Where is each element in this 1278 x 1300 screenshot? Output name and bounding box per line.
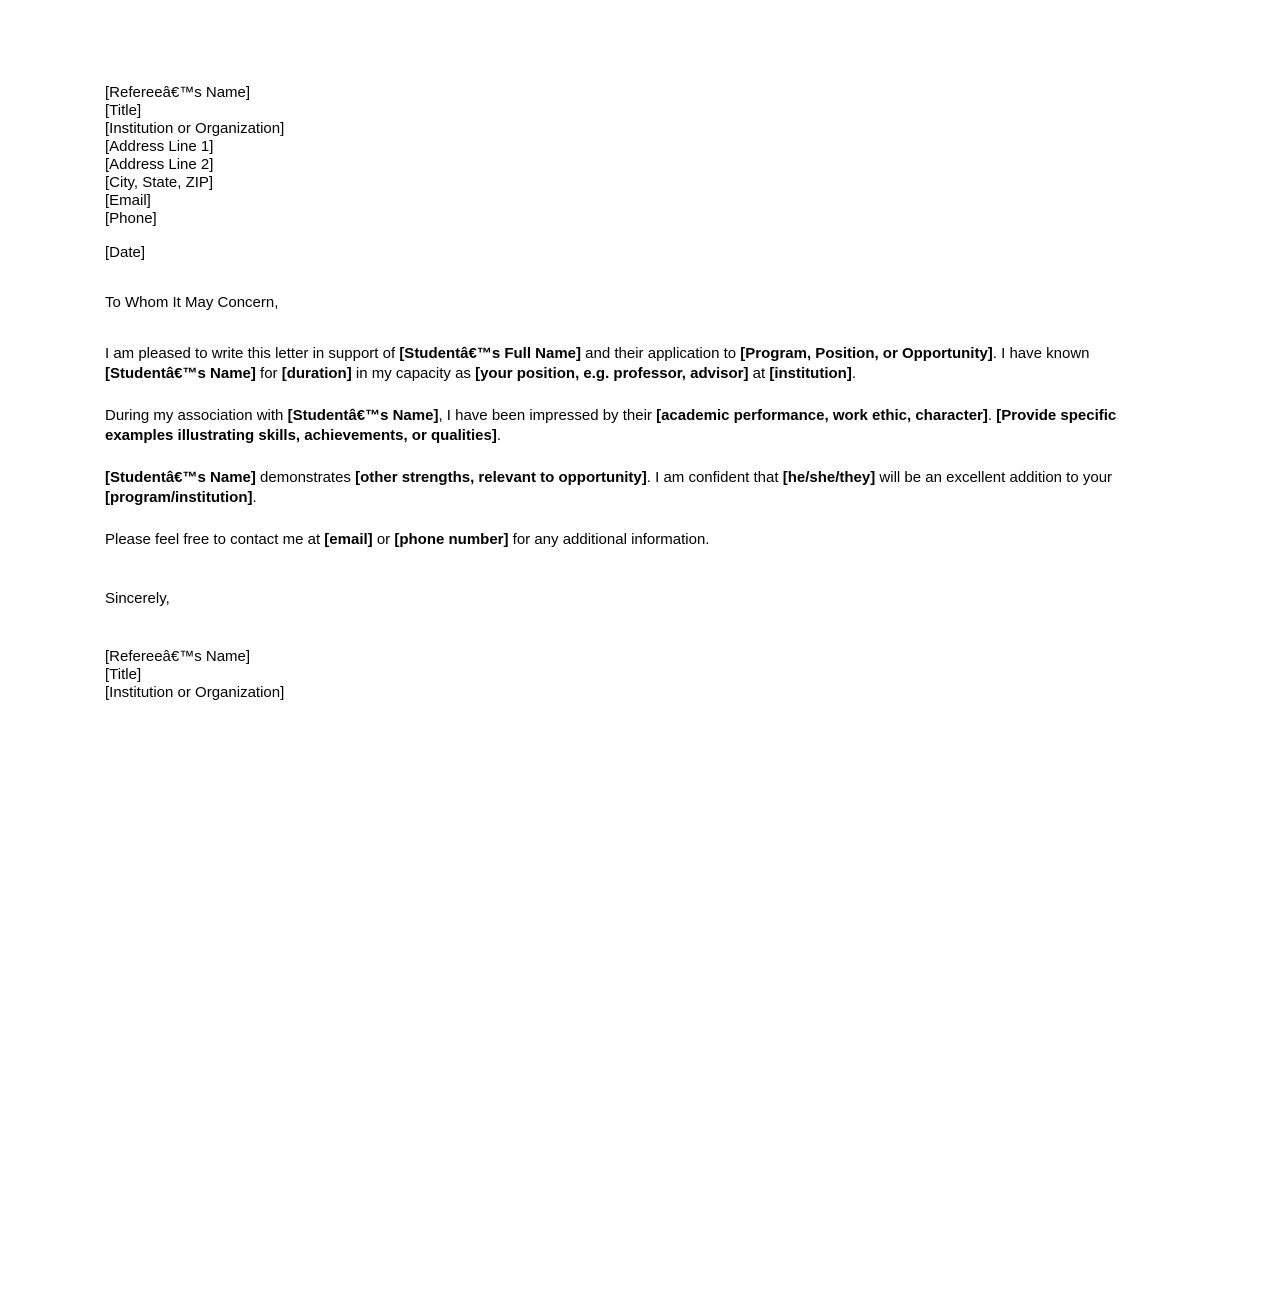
salutation-line: To Whom It May Concern, <box>105 294 279 311</box>
text-run-2: [other strengths, relevant to opportunity] <box>355 469 647 486</box>
sender-line-title: [Title] <box>105 102 142 119</box>
text-run-2: and their application to <box>581 345 741 362</box>
closing-line: Sincerely, <box>105 590 170 607</box>
text-run-4: [he/she/they] <box>782 469 876 486</box>
text-run-3: . I am confident that <box>646 469 783 486</box>
spacer-paragraph-2 <box>105 446 1160 468</box>
signature-line-institution: [Institution or Organization] <box>105 684 285 701</box>
salutation-block <box>105 294 1160 312</box>
text-run-7: . <box>252 489 257 506</box>
sender-line-referee-name: [Refereeâ€™s Name] <box>105 84 251 101</box>
text-run-0: During my association with <box>105 407 288 424</box>
spacer-before-signature <box>105 608 1160 648</box>
text-run-7: [duration] <box>281 365 352 382</box>
text-run-2: , I have been impressed by their <box>438 407 657 424</box>
text-run-3: [academic performance, work ethic, character] <box>656 407 988 424</box>
sender-line-institution: [Institution or Organization] <box>105 120 285 137</box>
date-block <box>105 244 1160 262</box>
sender-address-block <box>105 84 1160 228</box>
sender-line-phone: [Phone] <box>105 210 157 227</box>
text-run-1: [email] <box>324 531 373 548</box>
text-run-0: Please feel free to contact me at <box>105 531 325 548</box>
text-run-1: [Studentâ€™s Full Name] <box>399 345 582 362</box>
text-run-6: for <box>255 365 282 382</box>
signature-block <box>105 648 1160 702</box>
text-run-1: [Studentâ€™s Name] <box>287 407 439 424</box>
text-run-3: [phone number] <box>394 531 509 548</box>
text-run-0: I am pleased to write this letter in support of <box>105 345 400 362</box>
text-run-3: [Program, Position, or Opportunity] <box>740 345 993 362</box>
text-run-6: [program/institution] <box>105 489 253 506</box>
text-run-1: demonstrates <box>255 469 356 486</box>
paragraph-impression <box>105 406 1160 446</box>
text-run-4: . I have known <box>992 345 1090 362</box>
text-run-5: [Provide specific examples illustrating skills, achievements, or qualities] <box>105 407 1117 444</box>
closing-block <box>105 590 1160 608</box>
paragraph-intro <box>105 344 1160 384</box>
text-run-6: . <box>496 427 501 444</box>
signature-line-referee-name: [Refereeâ€™s Name] <box>105 648 251 665</box>
text-run-10: at <box>748 365 770 382</box>
spacer-before-closing <box>105 550 1160 590</box>
text-run-12: . <box>851 365 856 382</box>
text-run-0: [Studentâ€™s Name] <box>105 469 256 486</box>
text-run-8: in my capacity as <box>351 365 476 382</box>
sender-line-email: [Email] <box>105 192 151 209</box>
text-run-4: . <box>987 407 997 424</box>
sender-line-address-2: [Address Line 2] <box>105 156 214 173</box>
text-run-2: or <box>372 531 395 548</box>
date-line: [Date] <box>105 244 146 261</box>
text-run-9: [your position, e.g. professor, advisor] <box>475 365 749 382</box>
text-run-5: will be an excellent addition to your <box>875 469 1113 486</box>
text-run-4: for any additional information. <box>508 531 710 548</box>
sender-line-city-state-zip: [City, State, ZIP] <box>105 174 214 191</box>
spacer-paragraph-3 <box>105 508 1160 530</box>
spacer-paragraph-1 <box>105 384 1160 406</box>
signature-line-title: [Title] <box>105 666 142 683</box>
spacer-before-salutation <box>105 262 1160 294</box>
paragraph-strengths <box>105 468 1160 508</box>
spacer-before-body <box>105 312 1160 344</box>
spacer-before-date <box>105 228 1160 244</box>
text-run-5: [Studentâ€™s Name] <box>105 365 256 382</box>
text-run-11: [institution] <box>769 365 852 382</box>
sender-line-address-1: [Address Line 1] <box>105 138 214 155</box>
letter-body <box>105 84 1160 702</box>
paragraph-contact <box>105 530 1160 550</box>
